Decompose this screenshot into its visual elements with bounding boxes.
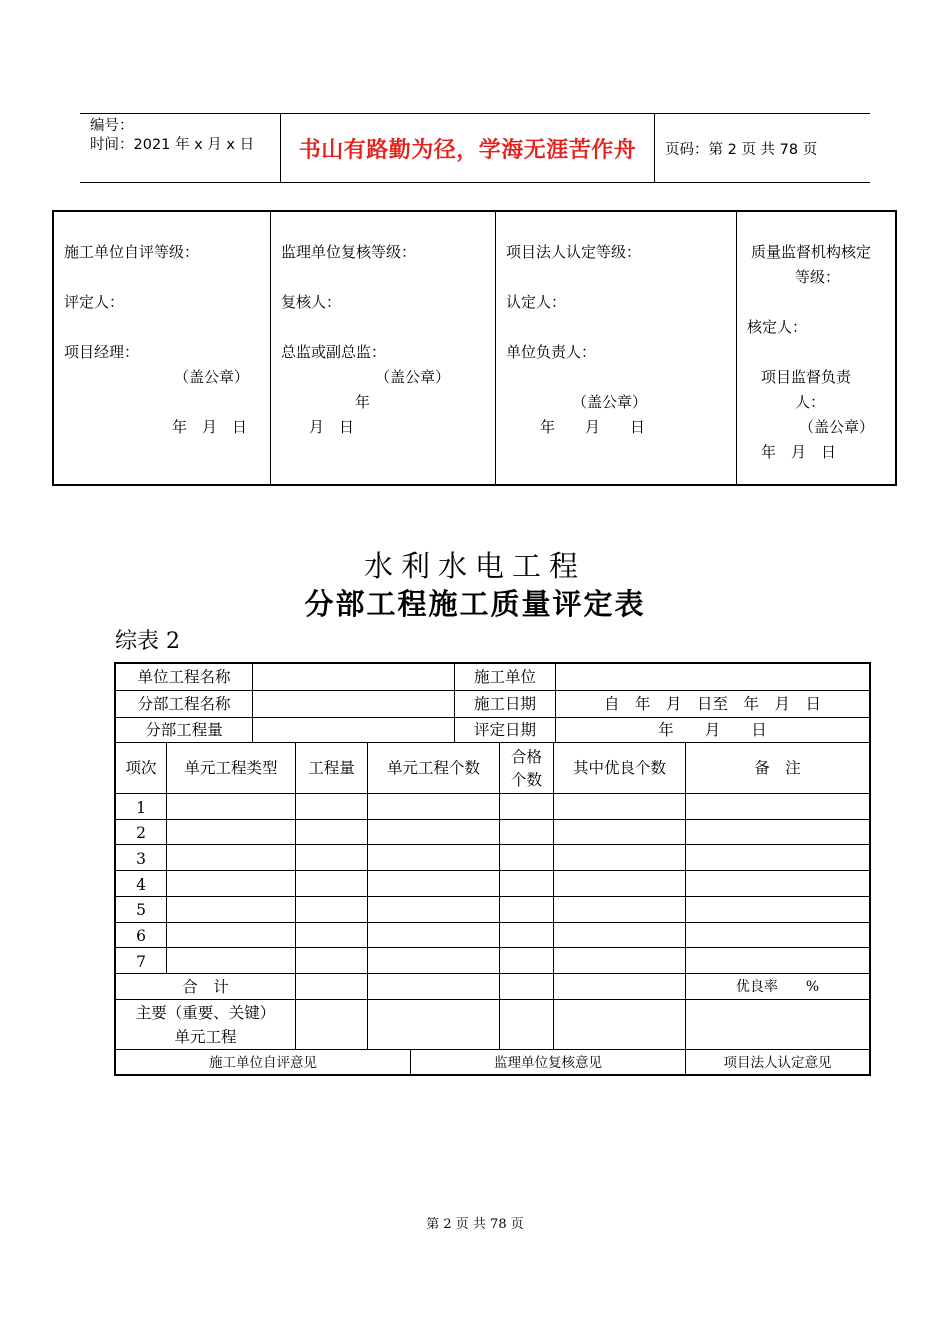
table-hline — [114, 717, 871, 718]
owner-seal: （盖公章） — [572, 393, 648, 411]
construction-grade-label: 施工单位自评等级： — [64, 243, 200, 261]
construction-date-value: 自 年 月 日至 年 月 日 — [603, 695, 821, 713]
construction-date: 年 月 日 — [172, 418, 248, 436]
table-hline — [114, 922, 871, 923]
table-hline — [114, 819, 871, 820]
table-hline — [114, 844, 871, 845]
evaluation-table — [114, 662, 871, 1076]
table-hline — [114, 896, 871, 897]
approval-supervision — [270, 212, 495, 484]
table-hline — [114, 1049, 871, 1050]
owner-date: 年 月 日 — [540, 418, 646, 436]
col-excellent: 其中优良个数 — [572, 759, 666, 777]
supervision-seal: （盖公章） — [375, 368, 451, 386]
col-unit-count: 单元工程个数 — [386, 759, 480, 777]
header-meta — [80, 114, 281, 182]
table-border-top — [114, 662, 871, 664]
table-vline — [685, 742, 686, 1076]
table-vline — [295, 742, 296, 1049]
document-number-label: 编号： — [90, 118, 134, 134]
sub-project-quantity-label: 分部工程量 — [145, 721, 223, 739]
approval-box — [52, 210, 897, 486]
row-number: 3 — [136, 850, 146, 868]
table-border-bottom — [114, 1074, 871, 1076]
col-remarks: 备 注 — [754, 759, 801, 777]
opinion-owner: 项目法人认定意见 — [723, 1055, 832, 1071]
quality-grade-label: 质量监督机构核定 — [751, 243, 872, 261]
row-number: 4 — [136, 876, 146, 894]
supervision-chief-label: 总监或副总监： — [281, 343, 387, 361]
form-title-line1: 水利水电工程 — [363, 549, 586, 583]
form-title-line2: 分部工程施工质量评定表 — [304, 587, 646, 621]
quality-date: 年 月 日 — [761, 443, 837, 461]
col-unit-type: 单元工程类型 — [184, 759, 278, 777]
table-border-right — [869, 662, 871, 1076]
quality-verifier-label: 核定人： — [747, 318, 808, 336]
table-vline — [553, 742, 554, 1049]
owner-grade-label: 项目法人认定等级： — [506, 243, 642, 261]
table-vline — [367, 742, 368, 1049]
table-hline — [114, 742, 871, 743]
total-label: 合 计 — [182, 978, 229, 996]
approval-owner — [495, 212, 736, 484]
table-hline — [114, 690, 871, 691]
unit-project-name-label: 单位工程名称 — [137, 668, 231, 686]
approval-construction — [54, 212, 270, 484]
page-footer: 第 2 页 共 78 页 — [426, 1217, 524, 1232]
excellence-rate: 优良率 % — [735, 979, 820, 995]
table-hline — [114, 999, 871, 1000]
row-number: 6 — [136, 927, 146, 945]
main-units-label: 主要（重要、关键） — [135, 1004, 276, 1022]
table-hline — [114, 947, 871, 948]
row-number: 1 — [136, 799, 146, 817]
col-qualified-cont: 个数 — [510, 771, 542, 789]
table-hline — [114, 973, 871, 974]
quality-seal: （盖公章） — [799, 418, 875, 436]
row-number: 7 — [136, 953, 146, 971]
main-units-label-cont: 单元工程 — [174, 1028, 237, 1046]
construction-rater-label: 评定人： — [64, 293, 125, 311]
document-time-label: 时间：2021 年 x 月 x 日 — [90, 137, 255, 153]
quality-supervisor-label: 项目监督负责 — [761, 368, 852, 386]
sub-project-name-label: 分部工程名称 — [137, 695, 231, 713]
owner-confirmer-label: 认定人： — [506, 293, 567, 311]
supervision-grade-label: 监理单位复核等级： — [281, 243, 417, 261]
approval-quality — [736, 212, 895, 484]
table-hline — [114, 870, 871, 871]
header-motto: 书山有路勤为径，学海无涯苦作舟 — [281, 114, 655, 182]
construction-unit-label: 施工单位 — [473, 668, 536, 686]
col-quantity: 工程量 — [308, 759, 355, 777]
construction-manager-label: 项目经理： — [64, 343, 140, 361]
construction-seal: （盖公章） — [174, 368, 250, 386]
table-vline — [252, 662, 253, 742]
evaluation-date-value: 年 月 日 — [658, 721, 767, 739]
col-item: 项次 — [125, 759, 157, 777]
document-header — [80, 113, 870, 183]
quality-grade-label-cont: 等级： — [795, 268, 841, 286]
form-subtitle: 综表 2 — [115, 629, 180, 654]
supervision-checker-label: 复核人： — [281, 293, 342, 311]
opinion-supervision: 监理单位复核意见 — [494, 1055, 602, 1071]
opinion-construction: 施工单位自评意见 — [209, 1055, 317, 1071]
col-qualified: 合格 — [510, 748, 542, 766]
owner-head-label: 单位负责人： — [506, 343, 597, 361]
supervision-month-day: 月 日 — [309, 418, 355, 436]
construction-date-label: 施工日期 — [473, 695, 536, 713]
row-number: 2 — [136, 824, 146, 842]
table-hline — [114, 793, 871, 794]
header-page-info: 页码：第 2 页 共 78 页 — [665, 141, 818, 158]
quality-supervisor-label-cont: 人： — [795, 393, 826, 411]
supervision-year: 年 — [355, 393, 371, 411]
evaluation-date-label: 评定日期 — [473, 721, 536, 739]
row-number: 5 — [136, 901, 146, 919]
